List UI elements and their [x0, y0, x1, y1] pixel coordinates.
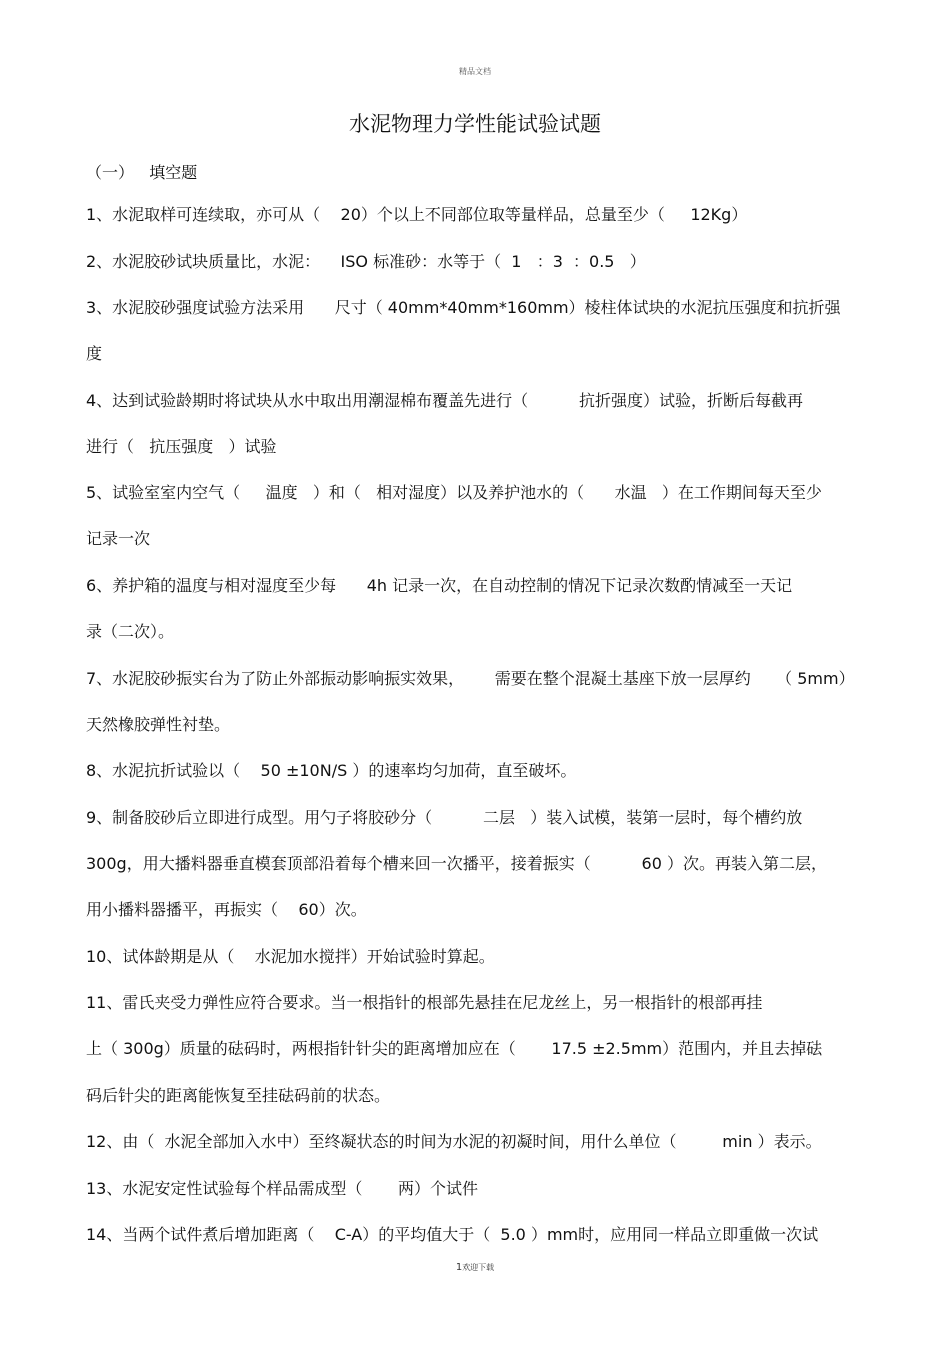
page-footer — [0, 1262, 950, 1273]
text-line: 4、达到试验龄期时将试块从水中取出用潮湿棉布覆盖先进行（ 抗折强度）试验，折断后每截再 — [86, 391, 804, 410]
text-line: 码后针尖的距离能恢复至挂砝码前的状态。 — [86, 1086, 391, 1105]
text-line: 用小播料器播平，再振实（ 60）次。 — [86, 900, 367, 919]
page-number: 1 — [455, 1262, 463, 1273]
text-line: 300g，用大播料器垂直模套顶部沿着每个槽来回一次播平，接着振实（ 60 ）次。再装入第二层， — [86, 854, 828, 873]
text-line: 5、试验室室内空气（ 温度 ）和（ 相对湿度）以及养护池水的（ 水温 ）在工作期间每天至少 — [86, 483, 822, 502]
text-line: 上（ 300g）质量的砝码时，两根指针针尖的距离增加应在（ 17.5 ±2.5mm）范围内，并且去掉砝 — [86, 1039, 823, 1058]
text-line: 天然橡胶弹性衬垫。 — [86, 715, 231, 734]
text-line: 14、当两个试件煮后增加距离（ C-A）的平均值大于（ 5.0 ）mm时，应用同一样品立即重做一次试 — [86, 1225, 819, 1244]
document-title: 水泥物理力学性能试验试题 — [349, 112, 601, 136]
page-header: 精品文档 — [459, 67, 491, 76]
text-line: 6、养护箱的温度与相对湿度至少每 4h 记录一次，在自动控制的情况下记录次数酌情减至一天记 — [86, 576, 793, 595]
text-line: 8、水泥抗折试验以（ 50 ±10N/S ）的速率均匀加荷，直至破坏。 — [86, 761, 577, 780]
text-line: 12、由（ 水泥全部加入水中）至终凝状态的时间为水泥的初凝时间，用什么单位（ min ）表示。 — [86, 1132, 822, 1151]
text-line: 录（二次）。 — [86, 622, 175, 641]
text-line: 进行（ 抗压强度 ）试验 — [86, 437, 277, 456]
text-line: 3、水泥胶砂强度试验方法采用 尺寸（ 40mm*40mm*160mm）棱柱体试块的水泥抗压强度和抗折强 — [86, 298, 841, 317]
text-line: 1、水泥取样可连续取，亦可从（ 20）个以上不同部位取等量样品，总量至少（ 12Kg） — [86, 205, 748, 224]
text-line: 2、水泥胶砂试块质量比，水泥： ISO 标准砂：水等于（ 1 ：3 ：0.5 ） — [86, 252, 646, 271]
text-line: 度 — [86, 344, 103, 363]
text-line: 9、制备胶砂后立即进行成型。用勺子将胶砂分（ 二层 ）装入试模，装第一层时，每个槽约放 — [86, 808, 803, 827]
footer-text: 欢迎下载 — [462, 1263, 495, 1272]
text-line: 11、雷氏夹受力弹性应符合要求。当一根指针的根部先悬挂在尼龙丝上，另一根指针的根部再挂 — [86, 993, 763, 1012]
text-line: 7、水泥胶砂振实台为了防止外部振动影响振实效果， 需要在整个混凝土基座下放一层厚约 （ 5mm） — [86, 669, 855, 688]
text-line: 记录一次 — [86, 529, 151, 548]
text-line: 13、水泥安定性试验每个样品需成型（ 两）个试件 — [86, 1179, 478, 1198]
section-heading: （一） 填空题 — [86, 163, 198, 182]
text-line: 10、试体龄期是从（ 水泥加水搅拌）开始试验时算起。 — [86, 947, 495, 966]
